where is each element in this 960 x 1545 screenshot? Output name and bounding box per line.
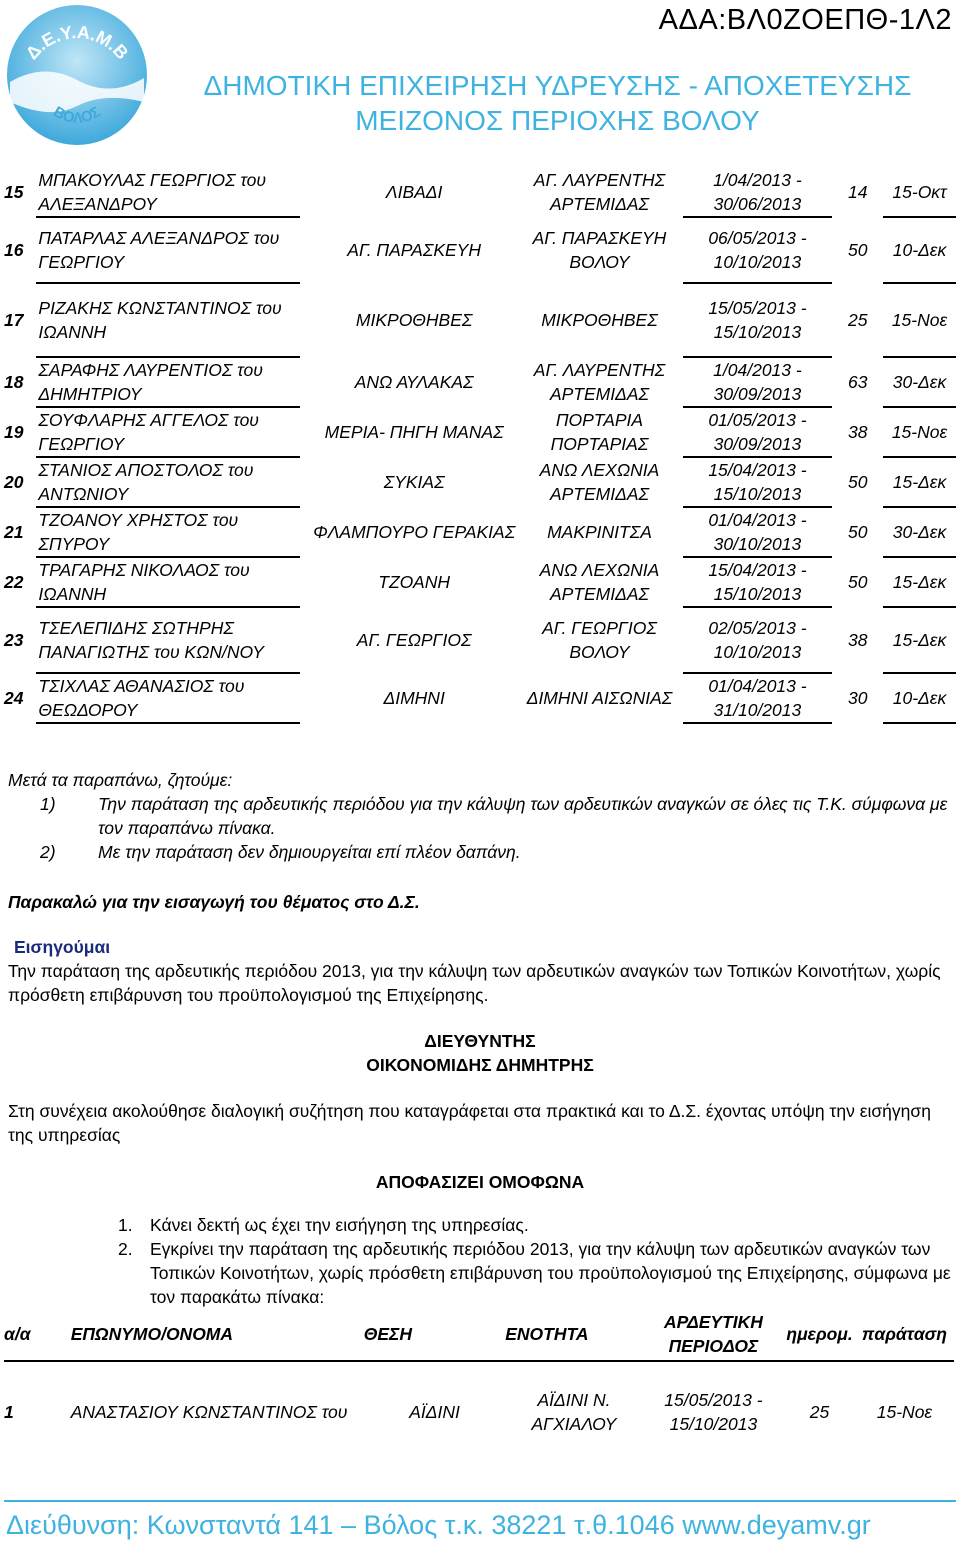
row-spacer: [300, 357, 312, 407]
row-name: ΜΠΑΚΟΥΛΑΣ ΓΕΩΡΓΙΟΣ του ΑΛΕΞΑΝΔΡΟΥ: [36, 167, 299, 217]
table-row: [4, 557, 956, 607]
row-extension: 30-Δεκ: [883, 357, 956, 407]
row-unit: ΑΓ. ΛΑΥΡΕΝΤΗΣ ΑΡΤΕΜΙΔΑΣ: [533, 360, 666, 404]
header-aa: α/α: [4, 1308, 71, 1361]
row-extension: 10-Δεκ: [883, 217, 956, 283]
row-position: ΑΓ. ΓΕΩΡΓΙΟΣ: [356, 630, 472, 650]
request-item: [8, 840, 953, 864]
row-days: 30: [847, 688, 868, 708]
row-spacer: [300, 507, 312, 557]
logo-city: ΒΟΛΟΣ: [50, 103, 104, 127]
row-name: ΣΑΡΑΦΗΣ ΛΑΥΡΕΝΤΙΟΣ του ΔΗΜΗΤΡΙΟΥ: [36, 357, 299, 407]
row-extension: 15-Οκτ: [883, 167, 956, 217]
row-days: 25: [809, 1401, 830, 1422]
row-period: 1/04/2013 - 30/09/2013: [683, 357, 833, 407]
table-header-row: [4, 1308, 954, 1361]
organization-logo: [4, 2, 150, 148]
table-row: [4, 1361, 954, 1461]
irrigation-extension-table: [4, 167, 956, 724]
table-row: [4, 507, 956, 557]
row-name: ΤΣΙΧΛΑΣ ΑΘΑΝΑΣΙΟΣ του ΘΕΩΔΟΡΟΥ: [36, 673, 299, 723]
row-number: 23: [4, 630, 24, 650]
row-period: 01/04/2013 - 31/10/2013: [683, 673, 833, 723]
header-position: ΘΕΣΗ: [364, 1308, 505, 1361]
row-spacer: [300, 217, 312, 283]
table-row: [4, 457, 956, 507]
row-extension: 10-Δεκ: [883, 673, 956, 723]
request-item-text: Με την παράταση δεν δημιουργείται επί πλέον δαπάνη.: [98, 842, 521, 862]
row-period: 1/04/2013 - 30/06/2013: [683, 167, 833, 217]
row-unit: ΑΓ. ΠΑΡΑΣΚΕΥΗ ΒΟΛΟΥ: [532, 228, 667, 272]
proposal-title: Εισηγούμαι: [14, 937, 111, 957]
row-period: 15/05/2013 - 15/10/2013: [683, 283, 833, 357]
row-position: ΦΛΑΜΠΟΥΡΟ ΓΕΡΑΚΙΑΣ: [313, 522, 516, 542]
org-title-line1: ΔΗΜΟΤΙΚΗ ΕΠΙΧΕΙΡΗΣΗ ΥΔΡΕΥΣΗΣ - ΑΠΟΧΕΤΕΥΣΗΣ: [203, 70, 912, 101]
row-days: 50: [847, 240, 868, 260]
row-position: ΔΙΜΗΝΙ: [383, 688, 445, 708]
row-days: 25: [847, 310, 868, 330]
row-name: ΤΖΟΑΝΟΥ ΧΡΗΣΤΟΣ του ΣΠΥΡΟΥ: [36, 507, 299, 557]
ada-code: ΑΔΑ:ΒΛ0ΖΟΕΠΘ-1Λ2: [658, 4, 952, 36]
discussion-text: Στη συνέχεια ακολούθησε διαλογική συζήτηση που καταγράφεται στα πρακτικά και το Δ.Σ. έχοντας υπόψη την εισήγηση της υπηρεσίας: [8, 1101, 931, 1145]
request-item-number: 1): [40, 794, 56, 814]
row-unit: ΑΝΩ ΛΕΧΩΝΙΑ ΑΡΤΕΜΙΔΑΣ: [539, 460, 660, 504]
row-unit: ΑΓ. ΓΕΩΡΓΙΟΣ ΒΟΛΟΥ: [542, 618, 657, 662]
decision-item: [8, 1237, 953, 1309]
row-unit: ΑΓ. ΛΑΥΡΕΝΤΗΣ ΑΡΤΕΜΙΔΑΣ: [533, 170, 666, 214]
table-row: [4, 167, 956, 217]
row-period: 15/05/2013 - 15/10/2013: [664, 1389, 763, 1434]
row-name: ΡΙΖΑΚΗΣ ΚΩΝΣΤΑΝΤΙΝΟΣ του ΙΩΑΝΝΗ: [36, 283, 299, 357]
row-number: 1: [4, 1401, 14, 1422]
row-number: 20: [4, 472, 24, 492]
row-name: ΤΣΕΛΕΠΙΔΗΣ ΣΩΤΗΡΗΣ ΠΑΝΑΓΙΩΤΗΣ του ΚΩΝ/ΝΟΥ: [36, 607, 299, 673]
row-extension: 15-Δεκ: [883, 607, 956, 673]
request-item-text: Την παράταση της αρδευτικής περιόδου για την κάλυψη των αρδευτικών αναγκών σε όλες τις Τ.Κ. σύμφωνα με τον παραπάνω πίνακα.: [98, 794, 948, 838]
table-row: [4, 607, 956, 673]
row-number: 21: [4, 522, 24, 542]
row-days: 38: [847, 630, 868, 650]
row-extension: 15-Νοε: [883, 283, 956, 357]
row-number: 16: [4, 240, 24, 260]
header-unit: ΕΝΟΤΗΤΑ: [505, 1308, 642, 1361]
row-extension: 15-Νοε: [883, 407, 956, 457]
row-number: 18: [4, 372, 24, 392]
row-number: 19: [4, 422, 24, 442]
request-item: [8, 792, 953, 840]
decision-list: [8, 1213, 953, 1309]
director-name: ΟΙΚΟΝΟΜΙΔΗΣ ΔΗΜΗΤΡΗΣ: [366, 1055, 594, 1075]
decision-text: Κάνει δεκτή ως έχει την εισήγηση της υπηρεσίας.: [150, 1215, 529, 1235]
table-row: [4, 407, 956, 457]
logo-text: Δ.Ε.Υ.Α.Μ.Β: [21, 21, 133, 64]
row-extension: 15-Νοε: [876, 1401, 933, 1422]
row-spacer: [300, 167, 312, 217]
row-days: 50: [847, 572, 868, 592]
director-title: ΔΙΕΥΘΥΝΤΗΣ: [424, 1031, 536, 1051]
row-number: 15: [4, 182, 24, 202]
row-name: ΑΝΑΣΤΑΣΙΟΥ ΚΩΝΣΤΑΝΤΙΝΟΣ του: [70, 1401, 348, 1422]
row-number: 24: [4, 688, 24, 708]
decision-heading: ΑΠΟΦΑΣΙΖΕΙ ΟΜΟΦΩΝΑ: [375, 1172, 585, 1192]
row-spacer: [300, 557, 312, 607]
row-name: ΣΟΥΦΛΑΡΗΣ ΑΓΓΕΛΟΣ του ΓΕΩΡΓΙΟΥ: [36, 407, 299, 457]
row-spacer: [300, 673, 312, 723]
row-position: ΑΝΩ ΑΥΛΑΚΑΣ: [354, 372, 474, 392]
row-unit: ΔΙΜΗΝΙ ΑΙΣΩΝΙΑΣ: [526, 688, 673, 708]
row-unit: ΑΪΔΙΝΙ Ν. ΑΓΧΙΑΛΟΥ: [531, 1389, 617, 1434]
row-unit: ΜΑΚΡΙΝΙΤΣΑ: [547, 522, 652, 542]
row-position: ΜΕΡΙΑ- ΠΗΓΗ ΜΑΝΑΣ: [324, 422, 504, 442]
request-section: [8, 768, 953, 864]
row-period: 15/04/2013 - 15/10/2013: [683, 557, 833, 607]
table-row: [4, 673, 956, 723]
decision-number: 1.: [118, 1215, 133, 1235]
header-period: ΑΡΔΕΥΤΙΚΗ ΠΕΡΙΟΔΟΣ: [643, 1308, 784, 1361]
row-position: ΣΥΚΙΑΣ: [383, 472, 445, 492]
row-days: 50: [847, 522, 868, 542]
header-name: ΕΠΩΝΥΜΟ/ΟΝΟΜΑ: [71, 1308, 364, 1361]
row-days: 50: [847, 472, 868, 492]
table-row: [4, 217, 956, 283]
row-number: 22: [4, 572, 24, 592]
row-period: 01/04/2013 - 30/10/2013: [683, 507, 833, 557]
row-days: 14: [847, 182, 868, 202]
row-extension: 15-Δεκ: [883, 557, 956, 607]
row-position: ΑΓ. ΠΑΡΑΣΚΕΥΗ: [347, 240, 481, 260]
row-name: ΠΑΤΑΡΛΑΣ ΑΛΕΞΑΝΔΡΟΣ του ΓΕΩΡΓΙΟΥ: [36, 217, 299, 283]
row-unit: ΜΙΚΡΟΘΗΒΕΣ: [541, 310, 658, 330]
request-intro: Μετά τα παραπάνω, ζητούμε:: [8, 770, 233, 790]
row-days: 38: [847, 422, 868, 442]
row-spacer: [300, 607, 312, 673]
row-spacer: [300, 407, 312, 457]
table-row: [4, 283, 956, 357]
row-days: 63: [847, 372, 868, 392]
row-position: ΛΙΒΑΔΙ: [385, 182, 443, 202]
row-extension: 30-Δεκ: [883, 507, 956, 557]
row-period: 06/05/2013 - 10/10/2013: [683, 217, 833, 283]
header-days: ημερομ.: [784, 1308, 855, 1361]
row-period: 02/05/2013 - 10/10/2013: [683, 607, 833, 673]
row-unit: ΠΟΡΤΑΡΙΑ ΠΟΡΤΑΡΙΑΣ: [550, 410, 649, 454]
row-extension: 15-Δεκ: [883, 457, 956, 507]
decision-item: [8, 1213, 953, 1237]
row-position: ΜΙΚΡΟΘΗΒΕΣ: [355, 310, 473, 330]
row-name: ΤΡΑΓΑΡΗΣ ΝΙΚΟΛΑΟΣ του ΙΩΑΝΝΗ: [36, 557, 299, 607]
request-item-number: 2): [40, 842, 56, 862]
row-position: ΤΖΟΑΝΗ: [378, 572, 451, 592]
decision-number: 2.: [118, 1239, 133, 1259]
row-spacer: [300, 457, 312, 507]
footer-address: Διεύθυνση: Κωνσταντά 141 – Βόλος τ.κ. 38221 τ.θ.1046 www.deyamv.gr: [6, 1510, 871, 1540]
org-title-line2: ΜΕΙΖΟΝΟΣ ΠΕΡΙΟΧΗΣ ΒΟΛΟΥ: [355, 105, 760, 136]
table-row: [4, 357, 956, 407]
row-unit: ΑΝΩ ΛΕΧΩΝΙΑ ΑΡΤΕΜΙΔΑΣ: [539, 560, 660, 604]
footer-divider: [4, 1500, 956, 1502]
header-extension: παράταση: [855, 1308, 954, 1361]
row-period: 15/04/2013 - 15/10/2013: [683, 457, 833, 507]
please-note: Παρακαλώ για την εισαγωγή του θέματος στο Δ.Σ.: [8, 892, 420, 912]
row-period: 01/05/2013 - 30/09/2013: [683, 407, 833, 457]
proposal-text: Την παράταση της αρδευτικής περιόδου 2013, για την κάλυψη των αρδευτικών αναγκών των Τοπικών Κοινοτήτων, χωρίς πρόσθετη επιβάρυνση του προϋπολογισμού της Επιχείρησης.: [8, 961, 941, 1005]
row-name: ΣΤΑΝΙΟΣ ΑΠΟΣΤΟΛΟΣ του ΑΝΤΩΝΙΟΥ: [36, 457, 299, 507]
row-spacer: [300, 283, 312, 357]
row-number: 17: [4, 310, 24, 330]
decision-text: Εγκρίνει την παράταση της αρδευτικής περιόδου 2013, για την κάλυψη των αρδευτικών αναγκών των Τοπικών Κοινοτήτων, χωρίς πρόσθετη επιβάρυνση του προϋπολογισμού της Επιχείρησης, σύμφωνα με τον παρακάτω πίνακα:: [150, 1239, 951, 1307]
row-position: ΑΪΔΙΝΙ: [409, 1401, 460, 1422]
approved-extension-table: [4, 1308, 954, 1461]
